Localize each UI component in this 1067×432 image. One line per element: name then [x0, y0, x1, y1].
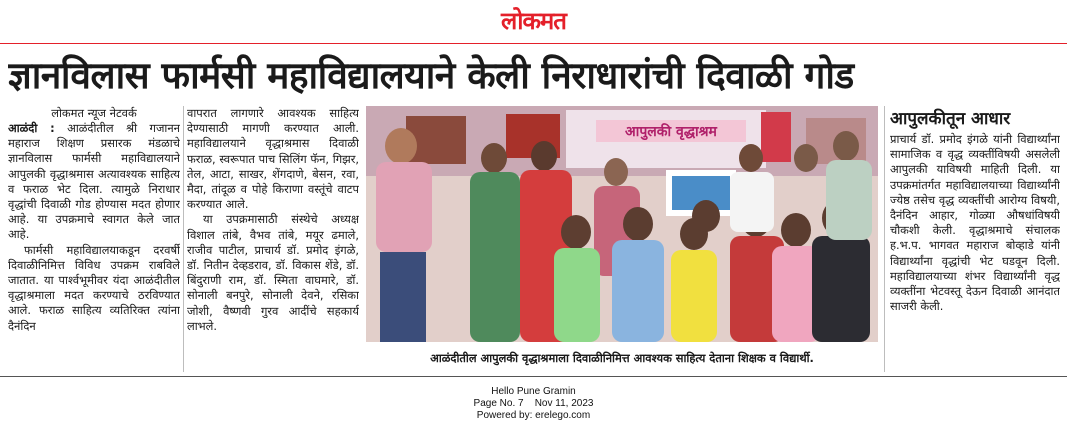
paragraph-3: वापरात लागणारे आवश्यक साहित्य देण्यासाठी मागणी करण्यात आली. महाविद्यालयाने वृद्धाश्रमास दिवाळी फराळ, स्वरूपात पाच सिलिंग फॅन, गिझर, तेल, आटा, साखर, शेंगदाणे, बेसन, रवा, मैदा, तांदूळ व पोहे किराणा वस्तूंचे वाटप करण्यात आले.: [187, 106, 359, 212]
paragraph-1: [8, 121, 180, 243]
photo-caption: आळंदीतील आपुलकी वृद्धाश्रमाला दिवाळीनिमित्त आवश्यक साहित्य देताना शिक्षक व विद्यार्थी.: [430, 351, 814, 365]
sidebar-heading: आपुलकीतून आधार: [890, 109, 1011, 129]
headline: ज्ञानविलास फार्मसी महाविद्यालयाने केली निराधारांची दिवाळी गोड: [8, 54, 854, 97]
banner-text: आपुलकी वृद्धाश्रम: [625, 124, 717, 140]
paragraph-4: या उपक्रमासाठी संस्थेचे अध्यक्ष विशाल तांबे, वैभव तांबे, मयूर ढमाले, राजीव पाटील, प्राचार्य डॉ. प्रमोद इंगळे, डॉ. नितीन देव्हडराव, डॉ. विकास शेंडे, डॉ. बिंदुराणी राम, डॉ. स्मिता वाघमारे, डॉ. सोनाली बनपुरे, सोनाली देवने, रसिका जोशी, वैष्णवी गुरव आदींचे सहकार्य लाभले.: [187, 212, 359, 333]
masthead: [0, 0, 1067, 44]
column-divider: [183, 106, 184, 372]
group-photo-illustration: [366, 106, 878, 342]
footer-edition: Hello Pune Gramin: [491, 386, 576, 397]
byline: लोकमत न्यूज नेटवर्क: [51, 106, 137, 120]
sidebar-divider: [884, 106, 885, 372]
sidebar-text: प्राचार्य डॉ. प्रमोद इंगळे यांनी विद्यार्थ्यांना सामाजिक व वृद्ध व्यक्तींविषयी असलेली आपुलकी याविषयी माहिती दिली. या उपक्रमांतर्गत महाविद्यालयाच्या विद्यार्थ्यांनी ज्येष्ठ तसेच वृद्ध व्यक्तींची आरोग्य विषयी, दैनंदिन आहार, गोळ्या औषधांविषयी चौकशी केली. वृद्धाश्रमाचे संचालक ह.भ.प. भागवत महाराज बोव्हाडे यांनी विद्यार्थ्यांना वृद्धांची भेट घडवून दिली. महाविद्यालयाच्या शंभर विद्यार्थ्यांनी वृद्ध व्यक्तींना भेटवस्तू देऊन दिवाळी आनंदात साजरी केली.: [890, 132, 1060, 314]
footer-powered-by: Powered by: erelego.com: [476, 410, 591, 421]
footer-rule: [0, 376, 1067, 377]
dateline: आळंदी :: [8, 121, 55, 135]
lokmat-logo: लोकमत: [501, 7, 566, 35]
sidebar-column: [890, 108, 1060, 372]
paragraph-2: फार्मसी महाविद्यालयाकडून दरवर्षी दिवाळीनिमित्त विविध उपक्रम राबविले जातात. या पार्श्वभूमीवर यंदा आळंदीतील वृद्धाश्रमाला मदत करण्याचे ठरविण्यात आले. फराळ साहित्य व्यतिरिक्त त्यांना दैनंदिन: [8, 242, 180, 333]
footer: [0, 386, 1067, 422]
paragraph-1-text: आळंदीतील श्री गजानन महाराज शिक्षण प्रसारक मंडळाचे ज्ञानविलास फार्मसी महाविद्यालयाने आपुलकी वृद्धाश्रमास अत्यावश्यक साहित्य व फराळ भेट दिला. त्यामुळे निराधार वृद्धांची दिवाळी गोड होण्यास मदत होणार आहे. या उपक्रमाचे स्वागत केले जात आहे.: [8, 121, 180, 242]
footer-page-date: Page No. 7 Nov 11, 2023: [473, 398, 594, 409]
masthead-rule: [0, 43, 1067, 44]
group-photo: [366, 106, 878, 342]
article-column-1: [8, 106, 180, 374]
article-column-2: [187, 106, 359, 374]
